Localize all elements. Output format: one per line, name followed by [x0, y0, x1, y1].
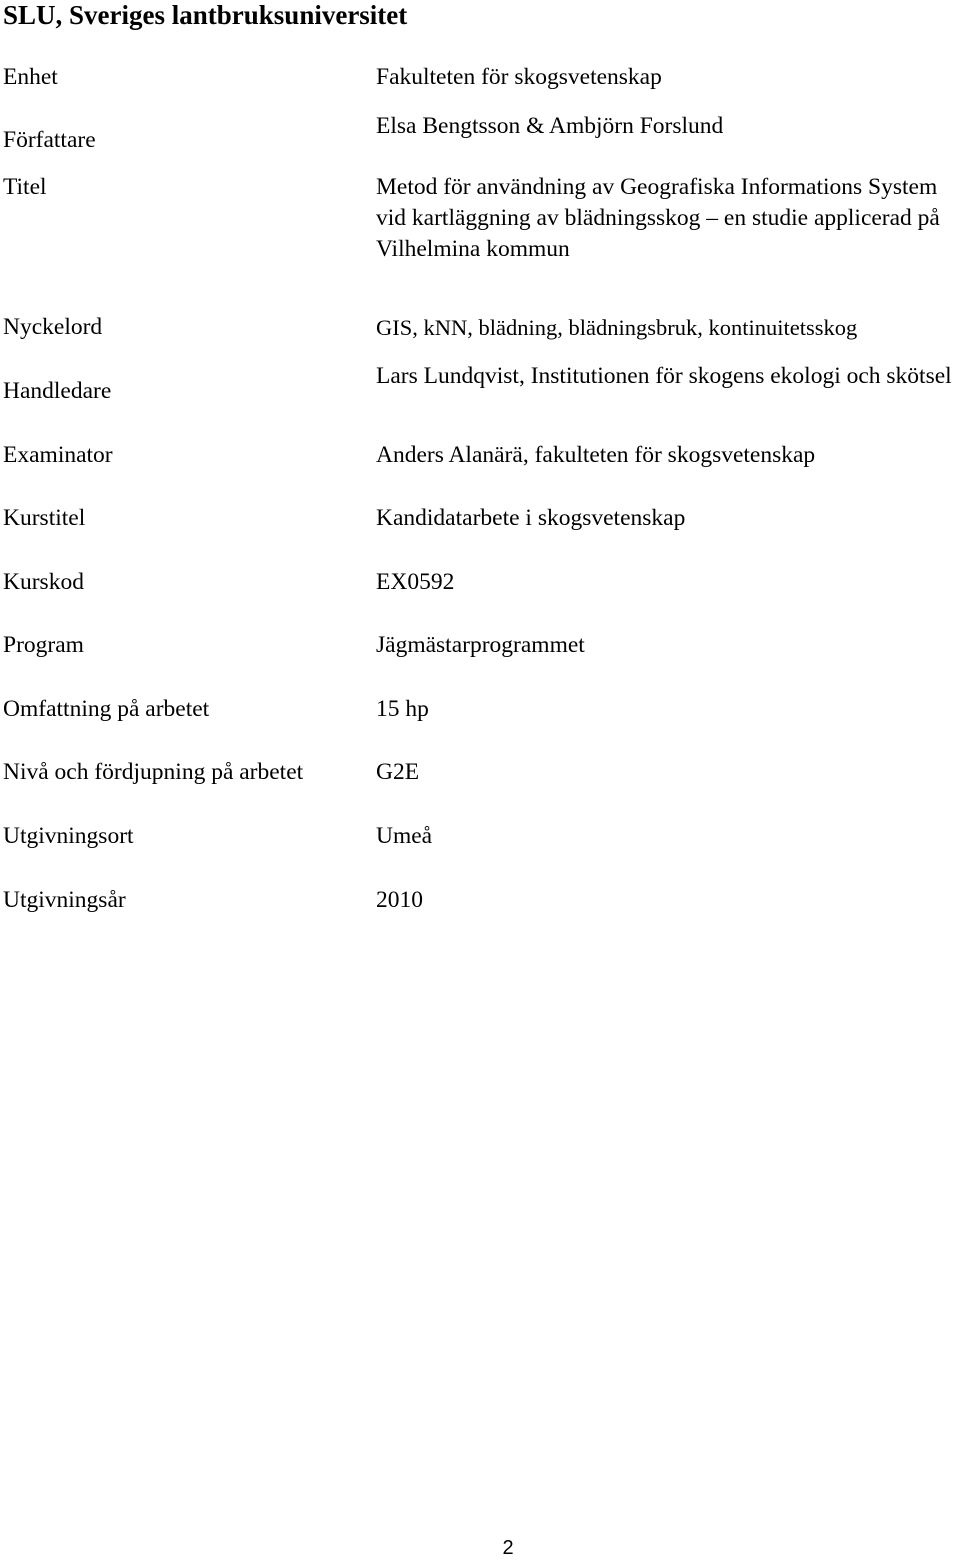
field-label: Utgivningsort	[3, 823, 134, 849]
field-value: GIS, kNN, blädning, blädningsbruk, kontinuitetsskog	[376, 315, 858, 340]
document-title: SLU, Sveriges lantbruksuniversitet	[3, 0, 408, 30]
field-value: G2E	[376, 759, 420, 785]
field-label: Kurstitel	[3, 505, 86, 531]
field-value: Jägmästarprogrammet	[376, 632, 585, 658]
field-label: Kurskod	[3, 569, 84, 595]
field-value: Kandidatarbete i skogsvetenskap	[376, 505, 686, 531]
field-label: Examinator	[3, 442, 113, 468]
field-label: Författare	[3, 127, 96, 153]
field-value: Metod för användning av Geografiska Informations System vid kartläggning av blädningsskog – en studie applicerad på Vilhelmina kommun	[376, 174, 940, 262]
field-label: Handledare	[3, 378, 112, 404]
field-label: Program	[3, 632, 84, 658]
field-label: Nivå och fördjupning på arbetet	[3, 759, 304, 785]
field-value: Fakulteten för skogsvetenskap	[376, 64, 662, 90]
field-label: Utgivningsår	[3, 887, 126, 913]
page-number: 2	[502, 1537, 514, 1559]
field-value: EX0592	[376, 569, 455, 595]
field-label: Titel	[3, 174, 47, 200]
field-label: Nyckelord	[3, 314, 103, 340]
field-value: Umeå	[376, 823, 433, 849]
field-value: Lars Lundqvist, Institutionen för skogens ekologi och skötsel	[376, 363, 952, 389]
field-label: Omfattning på arbetet	[3, 696, 210, 722]
field-value: Anders Alanärä, fakulteten för skogsvetenskap	[376, 442, 816, 468]
field-value: 15 hp	[376, 696, 429, 722]
field-value: Elsa Bengtsson & Ambjörn Forslund	[376, 113, 724, 139]
field-value: 2010	[376, 887, 423, 913]
field-label: Enhet	[3, 64, 58, 90]
